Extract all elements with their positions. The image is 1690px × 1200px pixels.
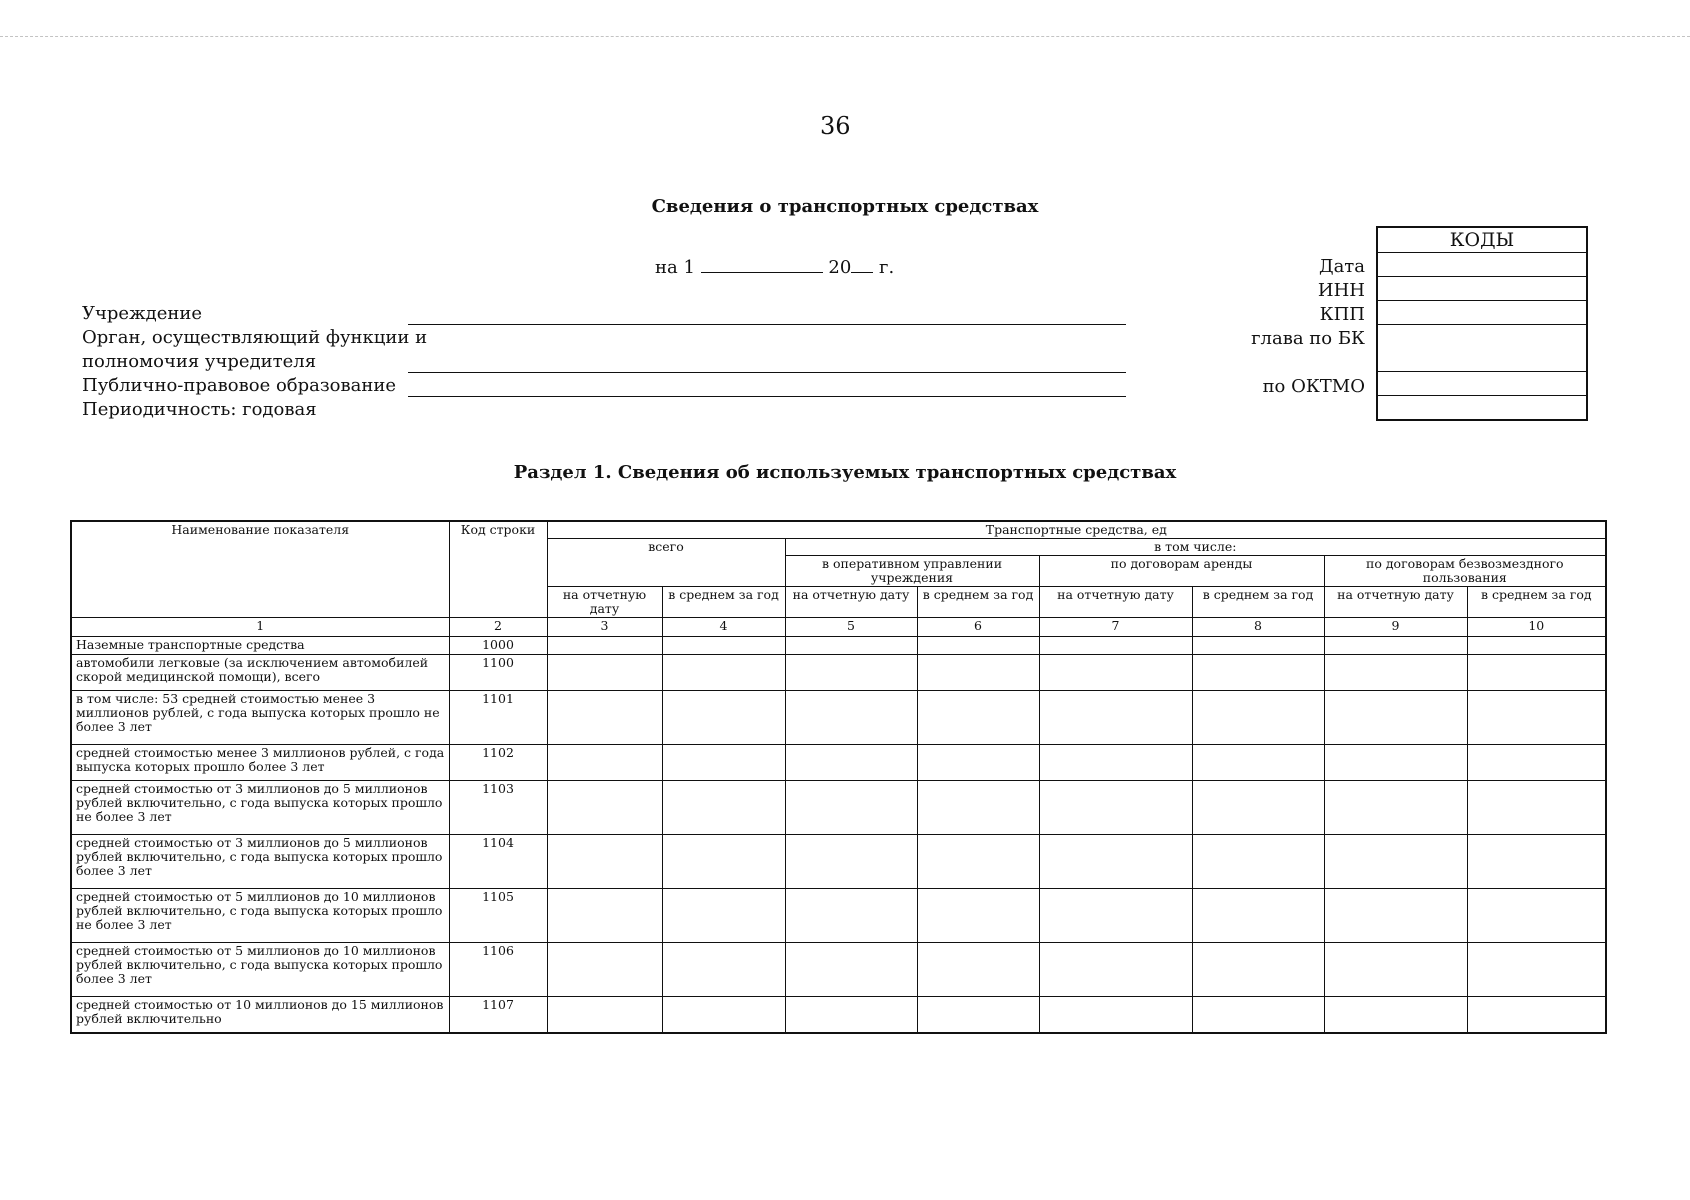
- header-transport: Транспортные средства, ед: [547, 521, 1606, 539]
- institution-label: Учреждение: [82, 303, 203, 324]
- subheader-average: в среднем за год: [1192, 587, 1324, 618]
- column-number: 2: [449, 618, 547, 637]
- column-number: 8: [1192, 618, 1324, 637]
- codes-header: КОДЫ: [1378, 228, 1586, 253]
- year-prefix: 20: [828, 257, 852, 278]
- row-code: 1106: [449, 943, 547, 997]
- value-cell[interactable]: [1467, 943, 1606, 997]
- value-cell[interactable]: [1192, 691, 1324, 745]
- report-date-line: [655, 257, 894, 278]
- table-row: [71, 745, 1606, 781]
- value-cell[interactable]: [785, 997, 917, 1033]
- value-cell[interactable]: [917, 781, 1039, 835]
- table-row: [71, 781, 1606, 835]
- row-code: 1102: [449, 745, 547, 781]
- header-total: всего: [547, 539, 785, 587]
- row-name: Наземные транспортные средства: [71, 637, 449, 655]
- header-operative: в оперативном управлении учреждения: [785, 556, 1039, 587]
- row-code: 1104: [449, 835, 547, 889]
- value-cell[interactable]: [662, 943, 785, 997]
- value-cell[interactable]: [917, 691, 1039, 745]
- value-cell[interactable]: [1324, 691, 1467, 745]
- row-name: средней стоимостью менее 3 миллионов рублей, с года выпуска которых прошло более 3 лет: [71, 745, 449, 781]
- value-cell[interactable]: [662, 781, 785, 835]
- date-blank[interactable]: [701, 258, 823, 273]
- value-cell[interactable]: [917, 889, 1039, 943]
- value-cell[interactable]: [1324, 889, 1467, 943]
- transport-table: [70, 520, 1607, 1034]
- value-cell[interactable]: [662, 637, 785, 655]
- value-cell[interactable]: [662, 997, 785, 1033]
- value-cell[interactable]: [917, 997, 1039, 1033]
- row-name: средней стоимостью от 10 миллионов до 15 миллионов рублей включительно: [71, 997, 449, 1033]
- value-cell[interactable]: [547, 835, 662, 889]
- column-number: 7: [1039, 618, 1192, 637]
- value-cell[interactable]: [1324, 637, 1467, 655]
- header-code: Код строки: [449, 521, 547, 618]
- value-cell[interactable]: [1467, 691, 1606, 745]
- table-row: [71, 691, 1606, 745]
- date-code-cell[interactable]: [1378, 253, 1586, 277]
- value-cell[interactable]: [547, 637, 662, 655]
- codes-box: [1376, 226, 1588, 421]
- value-cell[interactable]: [662, 889, 785, 943]
- value-cell[interactable]: [1467, 781, 1606, 835]
- value-cell[interactable]: [1467, 889, 1606, 943]
- column-number: 10: [1467, 618, 1606, 637]
- form-labels: [82, 302, 427, 422]
- glava-bk-code-label: глава по БК: [1251, 328, 1365, 349]
- municipality-label: Публично-правовое образование: [82, 375, 397, 396]
- column-number: 5: [785, 618, 917, 637]
- value-cell[interactable]: [1324, 943, 1467, 997]
- row-code: 1101: [449, 691, 547, 745]
- row-name: автомобили легковые (за исключением автомобилей скорой медицинской помощи), всего: [71, 655, 449, 691]
- value-cell[interactable]: [1192, 889, 1324, 943]
- subheader-average: в среднем за год: [917, 587, 1039, 618]
- value-cell[interactable]: [547, 691, 662, 745]
- table-row: [71, 655, 1606, 691]
- municipality-field-line[interactable]: [408, 396, 1126, 397]
- header-including: в том числе:: [785, 539, 1606, 556]
- value-cell[interactable]: [547, 781, 662, 835]
- inn-code-cell[interactable]: [1378, 277, 1586, 301]
- subheader-report-date: на отчетную дату: [785, 587, 917, 618]
- value-cell[interactable]: [662, 655, 785, 691]
- subheader-average: в среднем за год: [662, 587, 785, 618]
- value-cell[interactable]: [547, 889, 662, 943]
- value-cell[interactable]: [662, 835, 785, 889]
- value-cell[interactable]: [1324, 835, 1467, 889]
- column-number: 4: [662, 618, 785, 637]
- section-title: Раздел 1. Сведения об используемых транспортных средствах: [513, 462, 1177, 483]
- value-cell[interactable]: [1467, 655, 1606, 691]
- value-cell[interactable]: [1039, 655, 1192, 691]
- value-cell[interactable]: [785, 691, 917, 745]
- value-cell[interactable]: [547, 997, 662, 1033]
- founder-field-line[interactable]: [408, 372, 1126, 373]
- value-cell[interactable]: [917, 745, 1039, 781]
- column-number: 3: [547, 618, 662, 637]
- value-cell[interactable]: [1192, 943, 1324, 997]
- column-numbers-row: [71, 618, 1606, 637]
- value-cell[interactable]: [917, 637, 1039, 655]
- row-code: 1100: [449, 655, 547, 691]
- subheader-report-date: на отчетную дату: [547, 587, 662, 618]
- row-name: средней стоимостью от 5 миллионов до 10 миллионов рублей включительно, с года выпуска которых прошло не более 3 лет: [71, 889, 449, 943]
- page-number: 36: [820, 112, 851, 140]
- value-cell[interactable]: [1039, 637, 1192, 655]
- column-number: 9: [1324, 618, 1467, 637]
- founder-label-line1: Орган, осуществляющий функции и: [82, 327, 428, 348]
- header-lease: по договорам аренды: [1039, 556, 1324, 587]
- scan-artifact-line: [0, 36, 1690, 37]
- value-cell[interactable]: [1467, 745, 1606, 781]
- subheader-average: в среднем за год: [1467, 587, 1606, 618]
- date-code-label: Дата: [1318, 256, 1365, 277]
- header-name: Наименование показателя: [71, 521, 449, 618]
- value-cell[interactable]: [1324, 655, 1467, 691]
- value-cell[interactable]: [1192, 745, 1324, 781]
- value-cell[interactable]: [1467, 637, 1606, 655]
- periodicity-label: Периодичность: годовая: [82, 399, 317, 420]
- value-cell[interactable]: [1039, 997, 1192, 1033]
- data-rows: [71, 637, 1606, 1033]
- date-prefix: на 1: [655, 257, 695, 278]
- value-cell[interactable]: [1324, 997, 1467, 1033]
- value-cell[interactable]: [662, 745, 785, 781]
- value-cell[interactable]: [917, 655, 1039, 691]
- value-cell[interactable]: [1039, 835, 1192, 889]
- row-code: 1103: [449, 781, 547, 835]
- value-cell[interactable]: [785, 889, 917, 943]
- value-cell[interactable]: [1192, 781, 1324, 835]
- row-code: 1107: [449, 997, 547, 1033]
- subheader-report-date: на отчетную дату: [1039, 587, 1192, 618]
- value-cell[interactable]: [785, 943, 917, 997]
- value-cell[interactable]: [1467, 835, 1606, 889]
- oktmo-code-label: по ОКТМО: [1262, 376, 1365, 397]
- row-name: в том числе: 53 средней стоимостью менее 3 миллионов рублей, с года выпуска которых прошло не более 3 лет: [71, 691, 449, 745]
- value-cell[interactable]: [1192, 655, 1324, 691]
- value-cell[interactable]: [1467, 997, 1606, 1033]
- oktmo-code-cell[interactable]: [1378, 372, 1586, 396]
- value-cell[interactable]: [785, 637, 917, 655]
- founder-label-line2: полномочия учредителя: [82, 351, 317, 372]
- row-code: 1105: [449, 889, 547, 943]
- table-row: [71, 835, 1606, 889]
- value-cell[interactable]: [1039, 889, 1192, 943]
- inn-code-label: ИНН: [1317, 280, 1365, 301]
- value-cell[interactable]: [1324, 745, 1467, 781]
- column-number: 1: [71, 618, 449, 637]
- year-suffix: г.: [879, 257, 895, 278]
- value-cell[interactable]: [547, 745, 662, 781]
- value-cell[interactable]: [662, 691, 785, 745]
- value-cell[interactable]: [917, 943, 1039, 997]
- value-cell[interactable]: [1192, 997, 1324, 1033]
- year-blank[interactable]: [851, 258, 873, 273]
- table-row: [71, 997, 1606, 1033]
- value-cell[interactable]: [785, 835, 917, 889]
- institution-field-line[interactable]: [408, 324, 1126, 325]
- value-cell[interactable]: [785, 781, 917, 835]
- glava-bk-code-cell[interactable]: [1378, 325, 1586, 372]
- kpp-code-label: КПП: [1319, 304, 1365, 325]
- row-code: 1000: [449, 637, 547, 655]
- header-free-use: по договорам безвозмездного пользования: [1324, 556, 1606, 587]
- value-cell[interactable]: [1192, 637, 1324, 655]
- value-cell[interactable]: [1039, 781, 1192, 835]
- table-row: [71, 637, 1606, 655]
- value-cell[interactable]: [547, 943, 662, 997]
- table-row: [71, 889, 1606, 943]
- value-cell[interactable]: [1192, 835, 1324, 889]
- value-cell[interactable]: [547, 655, 662, 691]
- value-cell[interactable]: [1039, 745, 1192, 781]
- row-name: средней стоимостью от 3 миллионов до 5 миллионов рублей включительно, с года выпуска которых прошло более 3 лет: [71, 835, 449, 889]
- value-cell[interactable]: [1324, 781, 1467, 835]
- value-cell[interactable]: [1039, 691, 1192, 745]
- row-name: средней стоимостью от 3 миллионов до 5 миллионов рублей включительно, с года выпуска которых прошло не более 3 лет: [71, 781, 449, 835]
- value-cell[interactable]: [1039, 943, 1192, 997]
- value-cell[interactable]: [785, 655, 917, 691]
- value-cell[interactable]: [917, 835, 1039, 889]
- row-name: средней стоимостью от 5 миллионов до 10 миллионов рублей включительно, с года выпуска которых прошло более 3 лет: [71, 943, 449, 997]
- value-cell[interactable]: [785, 745, 917, 781]
- column-number: 6: [917, 618, 1039, 637]
- extra-code-cell[interactable]: [1378, 396, 1586, 419]
- table-row: [71, 943, 1606, 997]
- subheader-report-date: на отчетную дату: [1324, 587, 1467, 618]
- kpp-code-cell[interactable]: [1378, 301, 1586, 325]
- document-title: Сведения о транспортных средствах: [651, 196, 1039, 217]
